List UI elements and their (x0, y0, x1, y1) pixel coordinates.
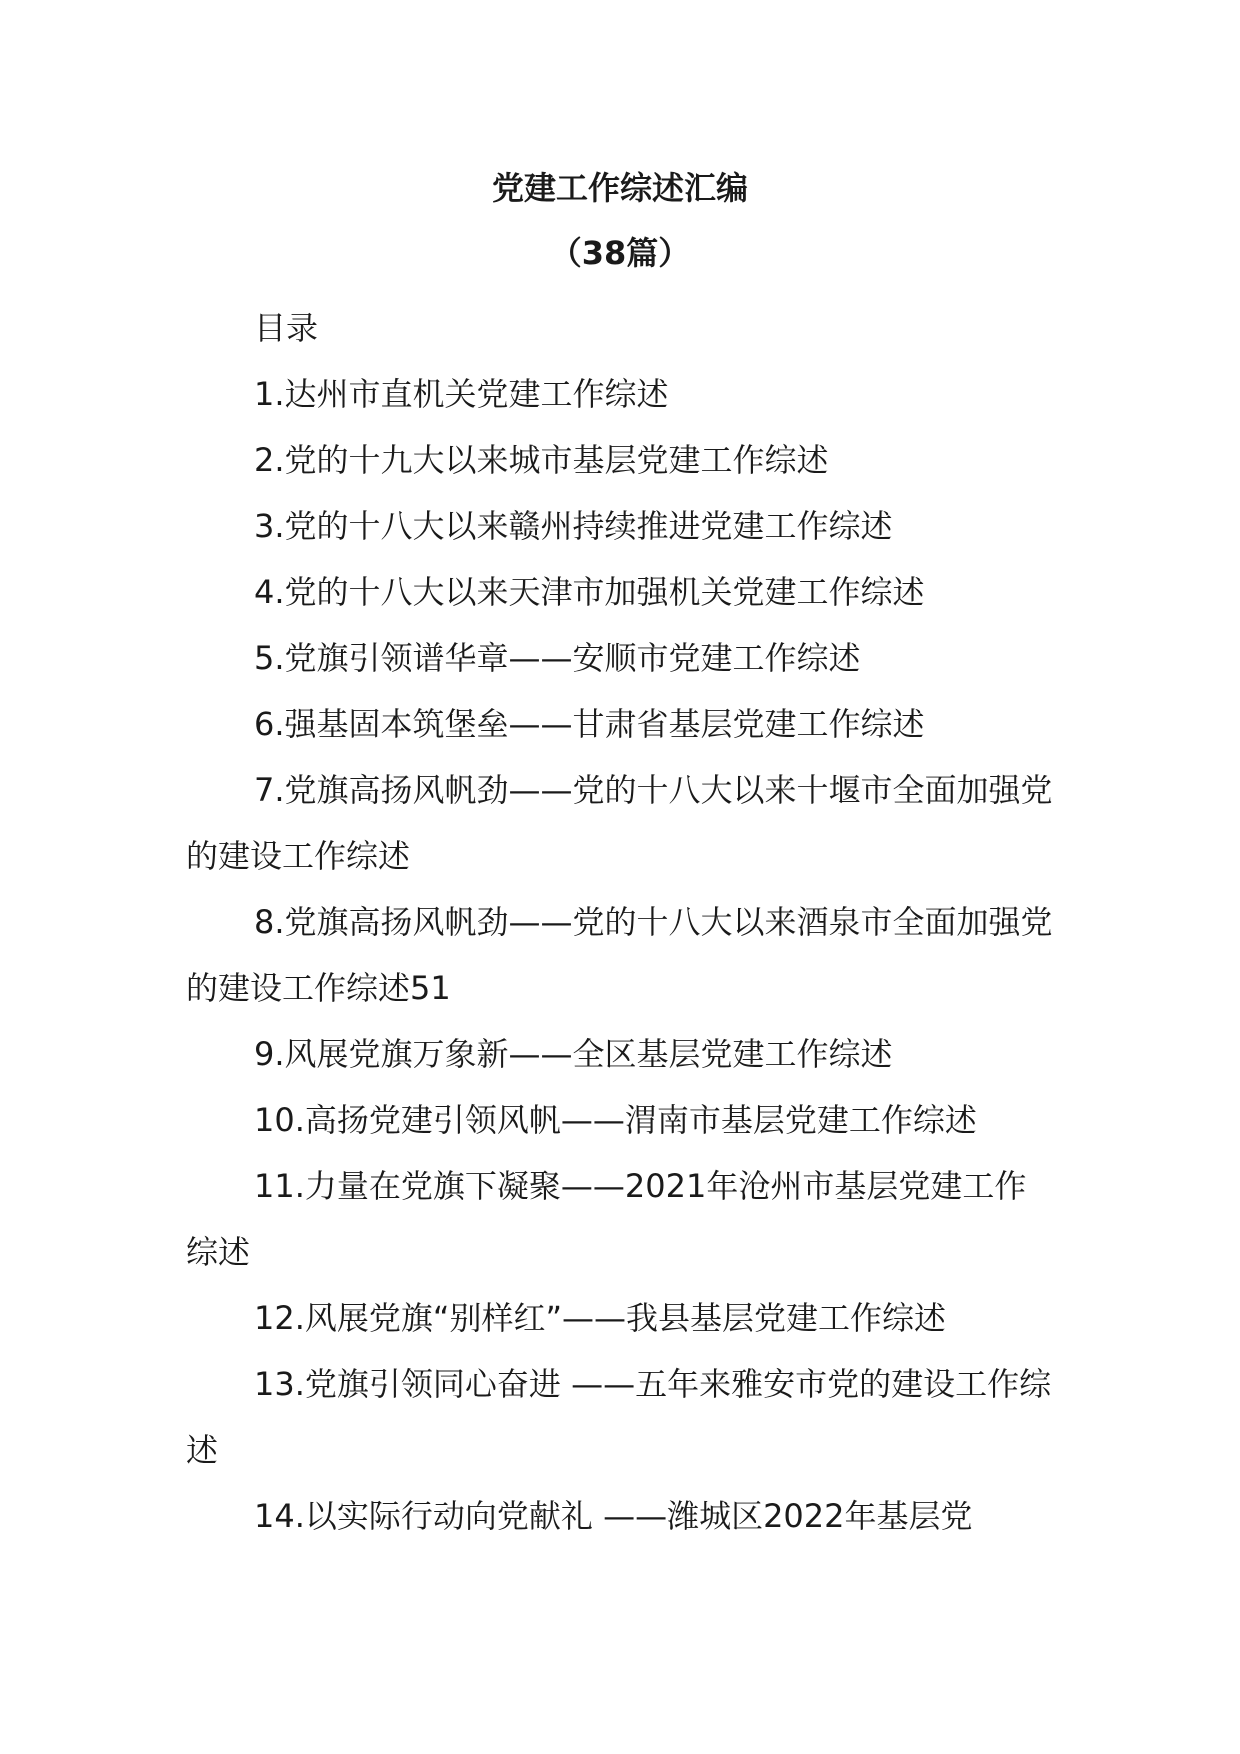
toc-entry: 10.高扬党建引领风帆——渭南市基层党建工作综述 (254, 1101, 977, 1139)
document-subtitle: （38篇） (549, 234, 691, 272)
toc-entry: 13.党旗引领同心奋进 ——五年来雅安市党的建设工作综述 (186, 1365, 1052, 1469)
toc-entry: 3.党的十八大以来赣州持续推进党建工作综述 (254, 507, 893, 545)
toc-entry: 9.风展党旗万象新——全区基层党建工作综述 (254, 1035, 893, 1073)
toc-entry: 8.党旗高扬风帆劲——党的十八大以来酒泉市全面加强党的建设工作综述51 (186, 903, 1053, 1007)
document-title: 党建工作综述汇编 (491, 169, 748, 207)
toc-heading: 目录 (254, 309, 319, 347)
toc-entry: 5.党旗引领谱华章——安顺市党建工作综述 (254, 639, 861, 677)
table-of-contents (186, 295, 1056, 1549)
toc-entry: 7.党旗高扬风帆劲——党的十八大以来十堰市全面加强党的建设工作综述 (186, 771, 1053, 875)
toc-entry: 6.强基固本筑堡垒——甘肃省基层党建工作综述 (254, 705, 925, 743)
toc-entry: 1.达州市直机关党建工作综述 (254, 375, 669, 413)
toc-entry: 2.党的十九大以来城市基层党建工作综述 (254, 441, 829, 479)
toc-entry: 4.党的十八大以来天津市加强机关党建工作综述 (254, 573, 925, 611)
toc-entry: 14.以实际行动向党献礼 ——潍城区2022年基层党 (254, 1497, 973, 1535)
toc-entry: 12.风展党旗“别样红”——我县基层党建工作综述 (254, 1299, 947, 1337)
toc-entry: 11.力量在党旗下凝聚——2021年沧州市基层党建工作综述 (186, 1167, 1027, 1271)
